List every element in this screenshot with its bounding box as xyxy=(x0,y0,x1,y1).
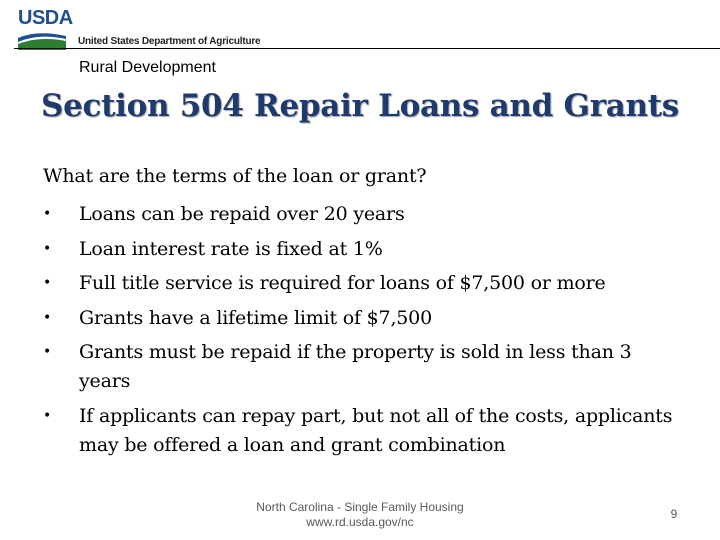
bullet-icon: • xyxy=(43,344,52,360)
slide-title: Section 504 Repair Loans and Grants xyxy=(41,88,679,124)
bullet-icon: • xyxy=(43,206,52,222)
usda-logo xyxy=(18,7,261,48)
bullet-icon: • xyxy=(43,275,52,291)
bullet-text: Loans can be repaid over 20 years xyxy=(79,203,405,225)
department-name: United States Department of Agriculture xyxy=(78,36,261,47)
page-number: 9 xyxy=(670,507,678,521)
footer-url: www.rd.usda.gov/nc xyxy=(306,515,414,529)
usda-swoosh-icon xyxy=(18,30,66,50)
bullet-icon: • xyxy=(43,240,52,257)
bullet-item xyxy=(43,338,683,396)
bullet-text: Grants must be repaid if the property is sold in less than 3 years xyxy=(79,341,632,392)
bullet-item xyxy=(43,304,683,333)
bullet-text: Full title service is required for loans of $7,500 or more xyxy=(79,272,606,294)
header-divider xyxy=(14,48,720,49)
bullet-item xyxy=(43,200,683,229)
bullet-item xyxy=(43,269,683,298)
bullet-text: Grants have a lifetime limit of $7,500 xyxy=(79,306,432,329)
bullet-text: If applicants can repay part, but not all of the costs, applicants may be offered a loan and grant combination xyxy=(79,404,673,456)
bullet-icon: • xyxy=(43,309,52,326)
agency-name: Rural Development xyxy=(79,59,216,76)
section-question: What are the terms of the loan or grant? xyxy=(43,165,427,187)
bullet-item xyxy=(43,235,683,264)
bullet-text: Loan interest rate is fixed at 1% xyxy=(79,237,383,260)
footer-office: North Carolina - Single Family Housing xyxy=(256,500,464,514)
bullet-icon: • xyxy=(43,407,52,424)
bullet-list xyxy=(43,200,683,465)
slide-footer xyxy=(240,500,480,530)
logo-wordmark: USDA xyxy=(18,7,73,29)
bullet-item xyxy=(43,402,683,460)
